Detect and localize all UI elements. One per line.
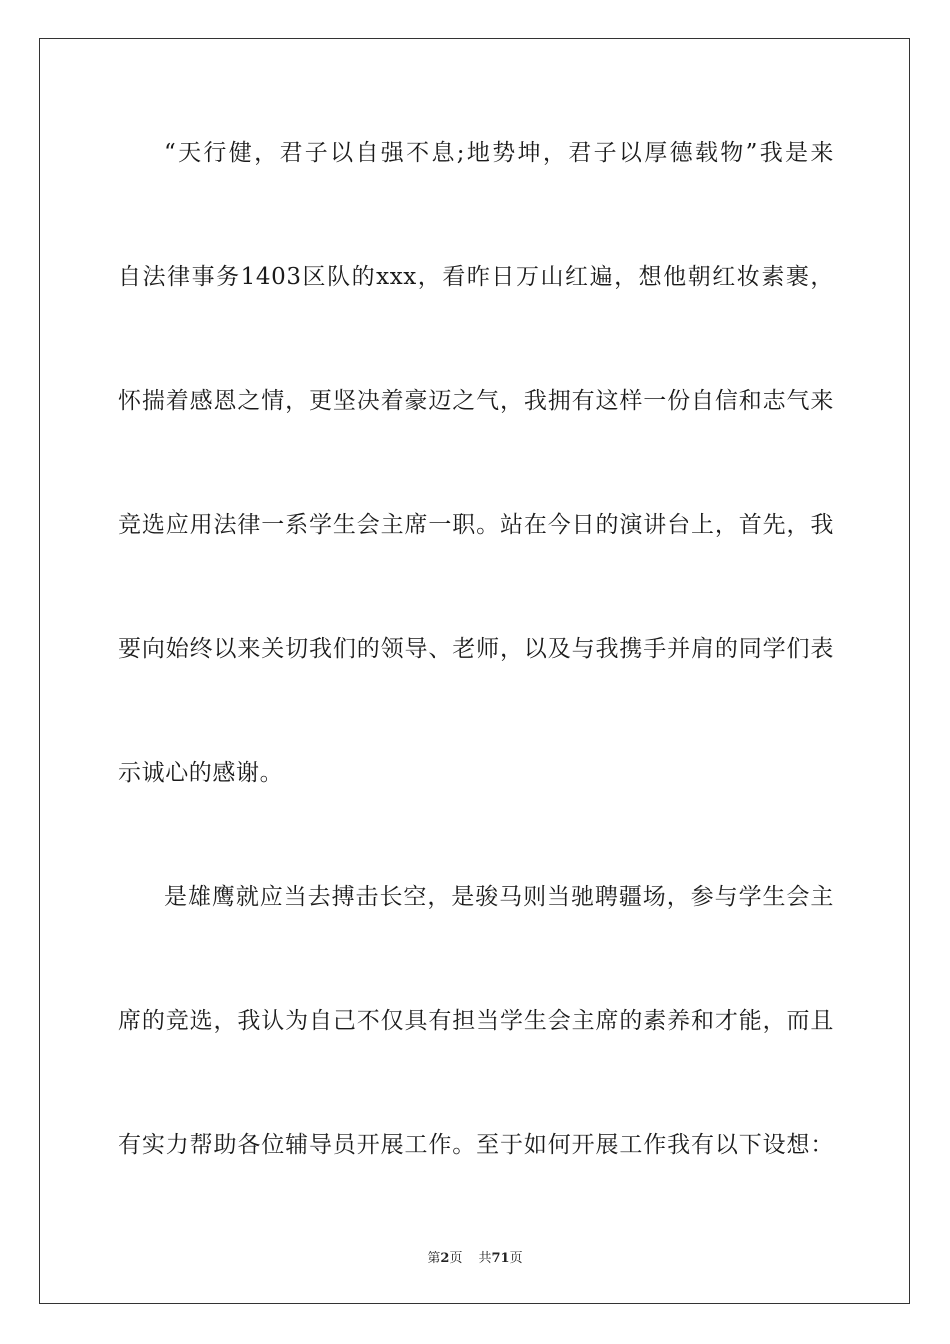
paragraph-1-line-3: 怀揣着感恩之情，更坚决着豪迈之气，我拥有这样一份自信和志气来 (118, 388, 834, 414)
paragraph-2-line-1: 是雄鹰就应当去搏击长空，是骏马则当驰聘疆场，参与学生会主 (164, 884, 834, 910)
page-suffix: 页 (449, 1251, 463, 1266)
paragraph-1-line-4: 竞选应用法律一系学生会主席一职。站在今日的演讲台上，首先，我 (118, 512, 834, 538)
page-prefix: 第 (427, 1251, 441, 1266)
total-prefix: 共 (478, 1251, 492, 1266)
paragraph-2-line-2: 席的竞选，我认为自己不仅具有担当学生会主席的素养和才能，而且 (118, 1008, 834, 1034)
document-body (118, 122, 834, 1176)
paragraph-1-line-6: 示诚心的感谢。 (118, 760, 284, 786)
paragraph-1-line-5: 要向始终以来关切我们的领导、老师，以及与我携手并肩的同学们表 (118, 636, 834, 662)
paragraph-2-line-3: 有实力帮助各位辅导员开展工作。至于如何开展工作我有以下设想： (118, 1132, 834, 1158)
line-gap (118, 556, 834, 618)
line-gap (118, 184, 834, 246)
total-pages: 71 (491, 1251, 510, 1266)
line-gap (118, 1052, 834, 1114)
line-gap (118, 804, 834, 866)
page-footer (0, 1247, 950, 1266)
page-number: 2 (440, 1251, 450, 1266)
line-gap (118, 432, 834, 494)
paragraph-1-line-1: “天行健，君子以自强不息;地势坤，君子以厚德载物”我是来 (164, 140, 834, 166)
line-gap (118, 308, 834, 370)
total-suffix: 页 (509, 1251, 523, 1266)
paragraph-1-line-2: 自法律事务1403区队的xxx，看昨日万山红遍，想他朝红妆素裹， (118, 264, 834, 290)
line-gap (118, 680, 834, 742)
line-gap (118, 928, 834, 990)
